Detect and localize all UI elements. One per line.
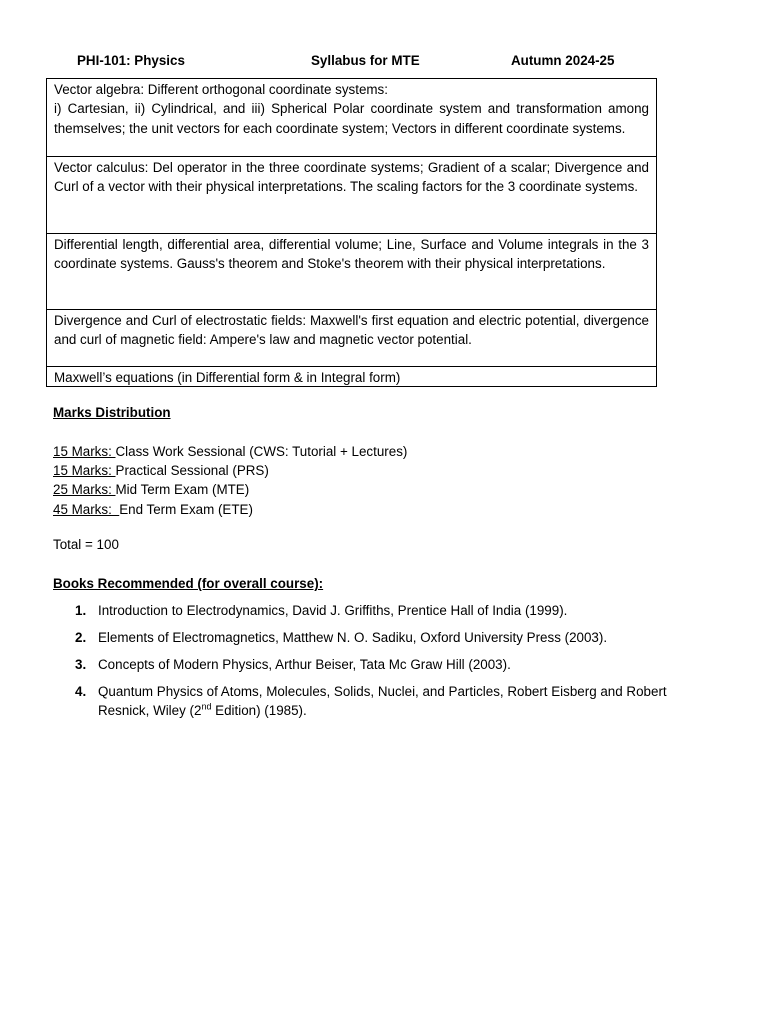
syllabus-row-text: Vector algebra: Different orthogonal coordinate systems: — [54, 82, 388, 97]
books-heading: Books Recommended (for overall course): — [53, 576, 324, 591]
academic-term: Autumn 2024-25 — [511, 53, 615, 68]
marks-description: Practical Sessional (PRS) — [115, 463, 269, 479]
syllabus-row-text: Differential length, differential area, differential volume; Line, Surface and Volume integrals in the 3 coordinate systems. Gauss's theorem and Stoke's theorem with their physical interpretations. — [54, 237, 649, 272]
book-item — [53, 655, 693, 674]
edition-superscript: nd — [201, 701, 212, 712]
book-item — [53, 628, 693, 647]
book-number: 2. — [75, 630, 87, 645]
syllabus-row-maxwell — [47, 366, 656, 386]
book-item — [53, 682, 693, 720]
course-code: PHI-101: Physics — [77, 53, 185, 68]
marks-description: Mid Term Exam (MTE) — [115, 482, 250, 498]
book-citation: Introduction to Electrodynamics, David J. Griffiths, Prentice Hall of India (1999). — [98, 603, 568, 618]
books-list — [53, 601, 693, 728]
book-number: 4. — [75, 684, 87, 699]
syllabus-table — [46, 78, 657, 387]
book-citation-text: Edition) (1985). — [211, 703, 307, 719]
marks-total: Total = 100 — [53, 537, 119, 552]
marks-item — [53, 442, 653, 461]
syllabus-row-text: i) Cartesian, ii) Cylindrical, and iii) Spherical Polar coordinate system and transformation among themselves; the unit vectors for each coordinate system; Vectors in different coordinate systems. — [54, 101, 649, 136]
marks-amount: 45 Marks: — [53, 501, 120, 517]
book-citation — [98, 684, 667, 718]
book-number: 3. — [75, 657, 87, 672]
marks-list — [53, 442, 653, 519]
marks-description: Class Work Sessional (CWS: Tutorial + Lectures) — [115, 444, 408, 459]
syllabus-row-vector-calculus — [47, 156, 656, 233]
syllabus-row-integrals — [47, 233, 656, 309]
syllabus-row-vector-algebra — [47, 79, 656, 156]
book-citation: Elements of Electromagnetics, Matthew N. O. Sadiku, Oxford University Press (2003). — [98, 630, 608, 645]
syllabus-row-text: Divergence and Curl of electrostatic fields: Maxwell's first equation and electric potential, divergence and curl of magnetic field: Ampere's law and magnetic vector potential. — [54, 313, 649, 348]
marks-amount: 15 Marks: — [53, 463, 116, 479]
marks-item — [53, 500, 653, 519]
syllabus-row-text: Maxwell’s equations (in Differential form & in Integral form) — [54, 370, 401, 385]
marks-item — [53, 461, 653, 480]
marks-amount: 15 Marks: — [53, 444, 116, 459]
document-title: Syllabus for MTE — [311, 53, 420, 68]
marks-description: End Term Exam (ETE) — [119, 501, 253, 517]
syllabus-row-text: Vector calculus: Del operator in the three coordinate systems; Gradient of a scalar; Divergence and Curl of a vector with their physical interpretations. The scaling factors for the 3 coordinate systems. — [54, 160, 649, 195]
marks-amount: 25 Marks: — [53, 482, 116, 498]
book-number: 1. — [75, 603, 87, 618]
marks-item — [53, 480, 653, 499]
book-citation-text: Quantum Physics of Atoms, Molecules, Solids, Nuclei, and Particles, Robert Eisberg and Robert Resnick, Wiley (2 — [98, 684, 667, 719]
syllabus-row-electrostatics — [47, 309, 656, 366]
marks-distribution-heading: Marks Distribution — [53, 405, 171, 420]
book-citation: Concepts of Modern Physics, Arthur Beiser, Tata Mc Graw Hill (2003). — [98, 657, 511, 672]
book-item — [53, 601, 693, 620]
document-header — [0, 53, 768, 71]
